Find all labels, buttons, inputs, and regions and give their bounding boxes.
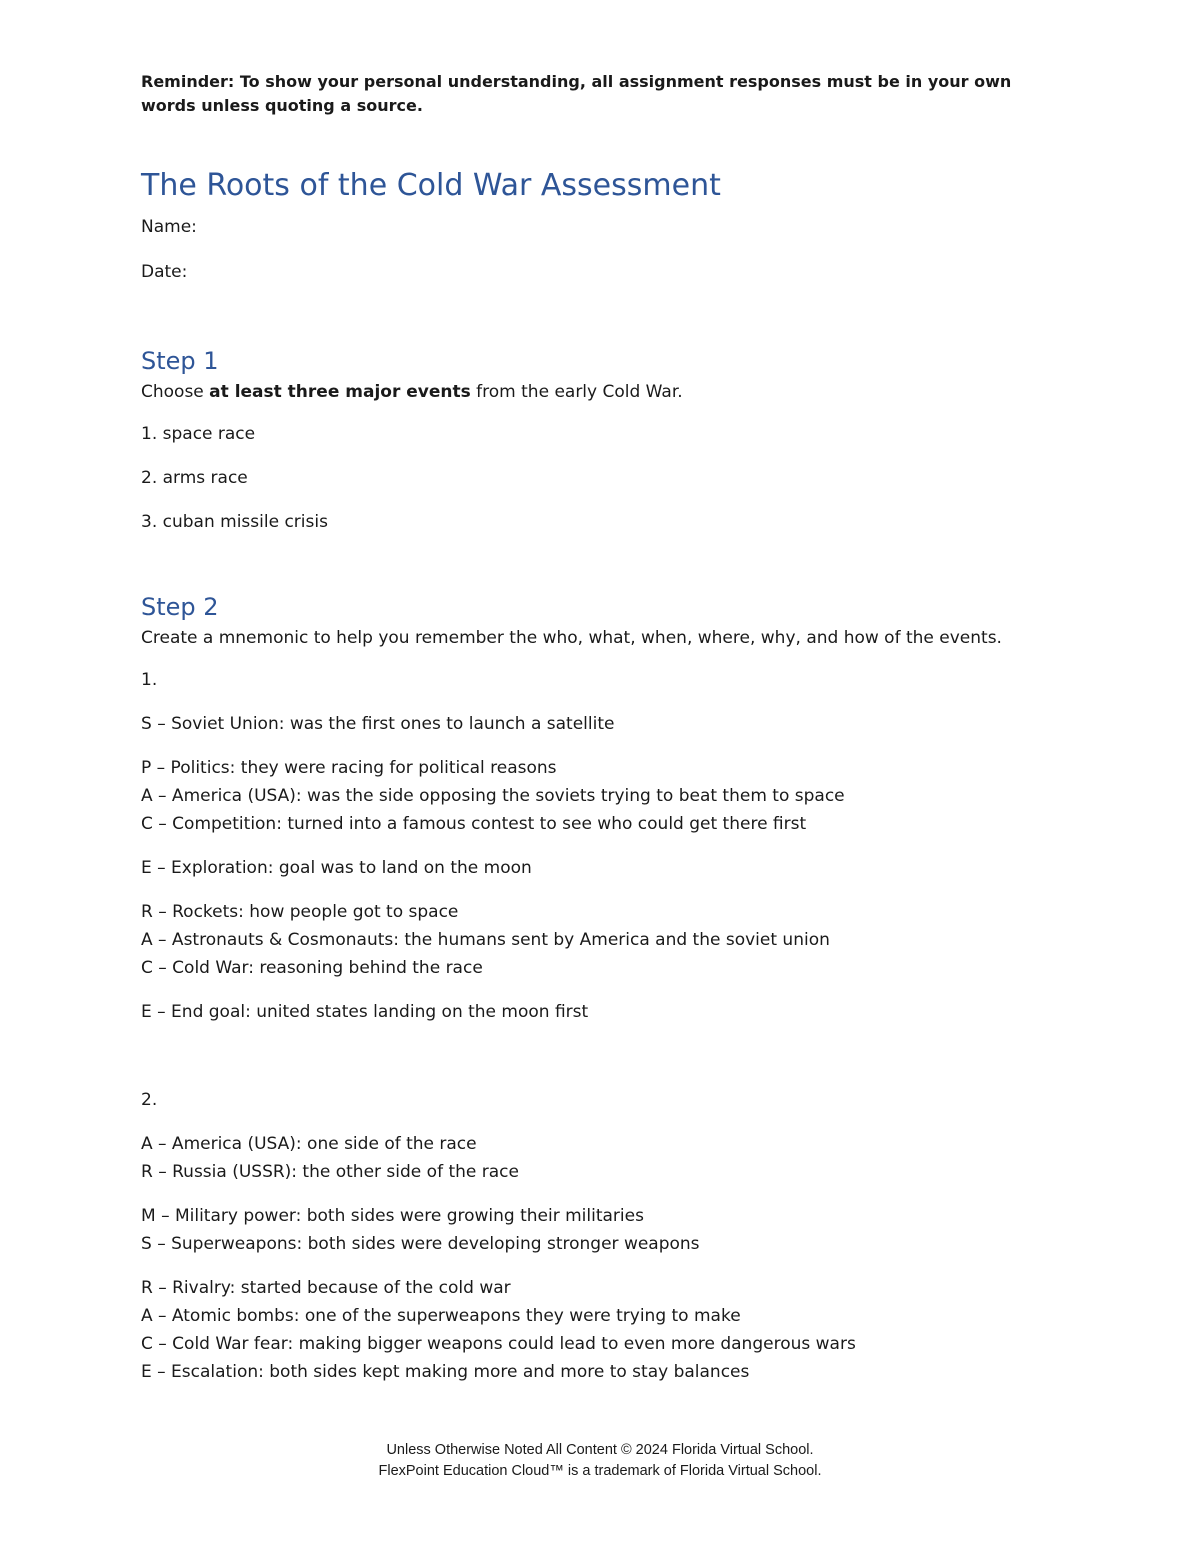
mnemonic-line: S – Soviet Union: was the first ones to launch a satellite (141, 714, 615, 734)
step1-heading: Step 1 (141, 347, 219, 375)
document-body (141, 70, 1061, 1386)
mnemonic-line: A – America (USA): was the side opposing the soviets trying to beat them to space (141, 786, 845, 806)
mnemonic-line: A – Atomic bombs: one of the superweapons they were trying to make (141, 1306, 741, 1326)
step1-instruction-bold: at least three major events (209, 382, 471, 402)
mnemonic-line: A – Astronauts & Cosmonauts: the humans sent by America and the soviet union (141, 930, 830, 950)
mnemonic-line: E – Escalation: both sides kept making more and more to stay balances (141, 1362, 750, 1382)
mnemonic-line: R – Russia (USSR): the other side of the race (141, 1162, 519, 1182)
name-field-label: Name: (141, 217, 197, 237)
step1-instruction (141, 380, 1061, 404)
step2-instruction: Create a mnemonic to help you remember the who, what, when, where, why, and how of the events. (141, 628, 1002, 648)
footer-copyright: Unless Otherwise Noted All Content © 2024 Florida Virtual School. (386, 1442, 814, 1458)
reminder-label: Reminder: (141, 72, 235, 91)
page-footer (0, 1440, 1200, 1482)
document-title: The Roots of the Cold War Assessment (141, 168, 721, 203)
event-item: 1. space race (141, 424, 256, 444)
mnemonic-line: R – Rockets: how people got to space (141, 902, 459, 922)
mnemonic-1-label: 1. (141, 670, 158, 690)
step1-instruction-pre: Choose (141, 382, 210, 402)
step2-heading: Step 2 (141, 593, 219, 621)
mnemonic-line: C – Cold War fear: making bigger weapons could lead to even more dangerous wars (141, 1334, 856, 1354)
mnemonic-2-label: 2. (141, 1090, 158, 1110)
event-item: 2. arms race (141, 468, 248, 488)
mnemonic-line: P – Politics: they were racing for political reasons (141, 758, 557, 778)
mnemonic-line: A – America (USA): one side of the race (141, 1134, 477, 1154)
reminder-text: To show your personal understanding, all assignment responses must be in your own words unless quoting a source. (141, 72, 1012, 115)
footer-trademark: FlexPoint Education Cloud™ is a trademark of Florida Virtual School. (378, 1463, 822, 1479)
reminder-note (141, 70, 1061, 118)
mnemonic-line: C – Cold War: reasoning behind the race (141, 958, 483, 978)
date-field-label: Date: (141, 262, 188, 282)
mnemonic-line: C – Competition: turned into a famous contest to see who could get there first (141, 814, 807, 834)
mnemonic-line: E – Exploration: goal was to land on the moon (141, 858, 532, 878)
mnemonic-line: M – Military power: both sides were growing their militaries (141, 1206, 644, 1226)
mnemonic-line: R – Rivalry: started because of the cold war (141, 1278, 511, 1298)
mnemonic-line: E – End goal: united states landing on the moon first (141, 1002, 589, 1022)
mnemonic-line: S – Superweapons: both sides were developing stronger weapons (141, 1234, 700, 1254)
step1-instruction-post: from the early Cold War. (470, 382, 683, 402)
event-item: 3. cuban missile crisis (141, 512, 328, 532)
